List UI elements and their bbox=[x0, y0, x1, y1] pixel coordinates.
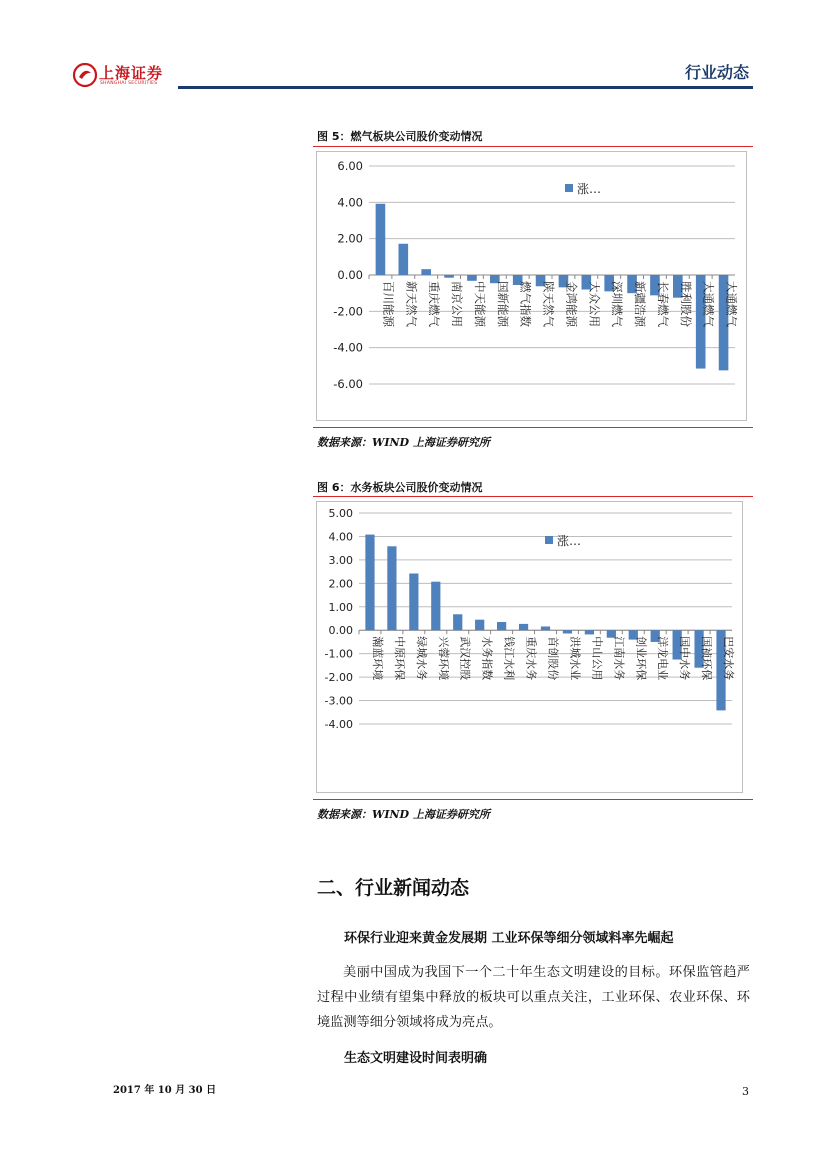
bar bbox=[519, 624, 528, 630]
x-category-label: 国中水务 bbox=[678, 636, 692, 681]
x-category-label: 胜利股份 bbox=[678, 281, 693, 327]
y-tick-label: 4.00 bbox=[337, 195, 363, 210]
x-category-label: 重庆燃气 bbox=[427, 281, 442, 327]
x-category-label: 兴蓉环境 bbox=[436, 636, 450, 681]
x-category-label: 江南水务 bbox=[612, 636, 626, 681]
header-rule bbox=[178, 86, 753, 89]
x-category-label: 绿城水务 bbox=[414, 636, 428, 681]
bar bbox=[563, 630, 572, 633]
x-category-label: 大通燃气 bbox=[701, 281, 716, 327]
x-category-label: 国祯环保 bbox=[700, 636, 714, 681]
x-category-label: 武汉控股 bbox=[458, 636, 472, 681]
bar bbox=[399, 244, 409, 275]
x-category-label: 燃气指数 bbox=[518, 281, 533, 327]
figure6-top-rule bbox=[313, 496, 753, 497]
x-category-label: 国新能源 bbox=[495, 281, 510, 327]
y-tick-label: -4.00 bbox=[333, 340, 363, 355]
x-category-label: 陕天然气 bbox=[541, 281, 556, 327]
y-tick-label: 0.00 bbox=[337, 268, 363, 282]
x-category-label: 南京公用 bbox=[450, 281, 465, 327]
header-section-label: 行业动态 bbox=[684, 63, 749, 82]
x-category-label: 百川能源 bbox=[381, 281, 396, 327]
x-category-label: 新天然气 bbox=[404, 281, 419, 327]
x-category-label: 金鸿能源 bbox=[564, 281, 579, 327]
x-category-label: 创业环保 bbox=[634, 636, 648, 681]
x-category-label: 大通燃气 bbox=[724, 281, 739, 327]
legend-swatch bbox=[545, 536, 553, 544]
y-tick-label: 5.00 bbox=[328, 507, 353, 520]
sub-title: 生态文明建设时间表明确 bbox=[344, 1051, 488, 1066]
company-logo bbox=[72, 62, 98, 88]
x-category-label: 中原环保 bbox=[392, 636, 406, 681]
x-category-label: 新疆浩源 bbox=[633, 281, 648, 327]
bar bbox=[467, 275, 477, 281]
bar bbox=[541, 626, 550, 630]
y-tick-label: -2.00 bbox=[333, 304, 363, 319]
x-category-label: 中天能源 bbox=[472, 281, 487, 327]
y-tick-label: -1.00 bbox=[324, 647, 353, 661]
bar bbox=[444, 275, 454, 278]
bar bbox=[453, 614, 462, 630]
x-category-label: 水务指数 bbox=[480, 636, 494, 681]
legend-swatch bbox=[565, 184, 573, 192]
bar bbox=[387, 546, 396, 630]
y-tick-label: -4.00 bbox=[324, 718, 353, 731]
news-title: 环保行业迎来黄金发展期 工业环保等细分领域料率先崛起 bbox=[344, 931, 674, 946]
bar bbox=[376, 204, 386, 275]
y-tick-label: 2.00 bbox=[337, 231, 363, 246]
y-tick-label: -2.00 bbox=[324, 671, 353, 685]
y-tick-label: 3.00 bbox=[328, 553, 353, 567]
figure5-source: 数据来源：WIND 上海证券研究所 bbox=[317, 436, 490, 449]
y-tick-label: 6.00 bbox=[337, 159, 363, 173]
y-tick-label: 1.00 bbox=[328, 600, 353, 614]
x-category-label: 巴安水务 bbox=[722, 636, 736, 681]
figure5-bottom-rule bbox=[313, 427, 753, 428]
x-category-label: 洋龙电业 bbox=[656, 636, 670, 681]
bar bbox=[365, 535, 374, 631]
section-heading: 二、行业新闻动态 bbox=[317, 877, 470, 899]
figure5-chart-frame bbox=[316, 151, 747, 421]
bar bbox=[409, 573, 418, 630]
figure5-title: 图 5：燃气板块公司股价变动情况 bbox=[317, 130, 483, 143]
y-tick-label: -6.00 bbox=[333, 377, 363, 391]
bar bbox=[421, 269, 431, 275]
x-category-label: 首创股份 bbox=[546, 636, 560, 681]
figure6-chart bbox=[317, 502, 742, 792]
y-tick-label: 0.00 bbox=[328, 624, 353, 638]
page-number: 3 bbox=[742, 1085, 749, 1098]
x-category-label: 重庆水务 bbox=[524, 636, 538, 681]
figure6-chart-frame bbox=[316, 501, 743, 793]
y-tick-label: 4.00 bbox=[328, 530, 353, 544]
bar bbox=[431, 582, 440, 631]
figure6-bottom-rule bbox=[313, 799, 753, 800]
bar bbox=[497, 622, 506, 630]
figure6-title: 图 6：水务板块公司股价变动情况 bbox=[317, 481, 483, 494]
x-category-label: 瀚蓝环境 bbox=[370, 636, 384, 681]
x-category-label: 长春燃气 bbox=[655, 281, 670, 327]
figure5-chart bbox=[317, 152, 746, 420]
footer-date: 2017 年 10 月 30 日 bbox=[113, 1085, 217, 1096]
legend-label: 涨… bbox=[577, 182, 602, 196]
news-body: 美丽中国成为我国下一个二十年生态文明建设的目标。环保监管趋严过程中业绩有望集中释放的板块可以重点关注，工业环保、农业环保、环境监测等细分领域将成为亮点。 bbox=[317, 965, 750, 1030]
legend-label: 涨… bbox=[557, 534, 582, 548]
brand-name: 上海证券 bbox=[99, 64, 164, 82]
figure6-source: 数据来源：WIND 上海证券研究所 bbox=[317, 808, 490, 821]
brand-subtitle: SHANGHAI SECURITIES bbox=[100, 81, 158, 86]
x-category-label: 大众公用 bbox=[587, 281, 602, 327]
y-tick-label: 2.00 bbox=[328, 577, 353, 591]
x-category-label: 深圳燃气 bbox=[610, 281, 625, 327]
x-category-label: 钱江水利 bbox=[502, 636, 516, 681]
figure5-top-rule bbox=[313, 146, 753, 147]
y-tick-label: -3.00 bbox=[324, 694, 353, 708]
bar bbox=[585, 630, 594, 634]
bar bbox=[475, 620, 484, 631]
x-category-label: 中山公用 bbox=[590, 636, 604, 681]
x-category-label: 洪城水业 bbox=[568, 636, 582, 681]
